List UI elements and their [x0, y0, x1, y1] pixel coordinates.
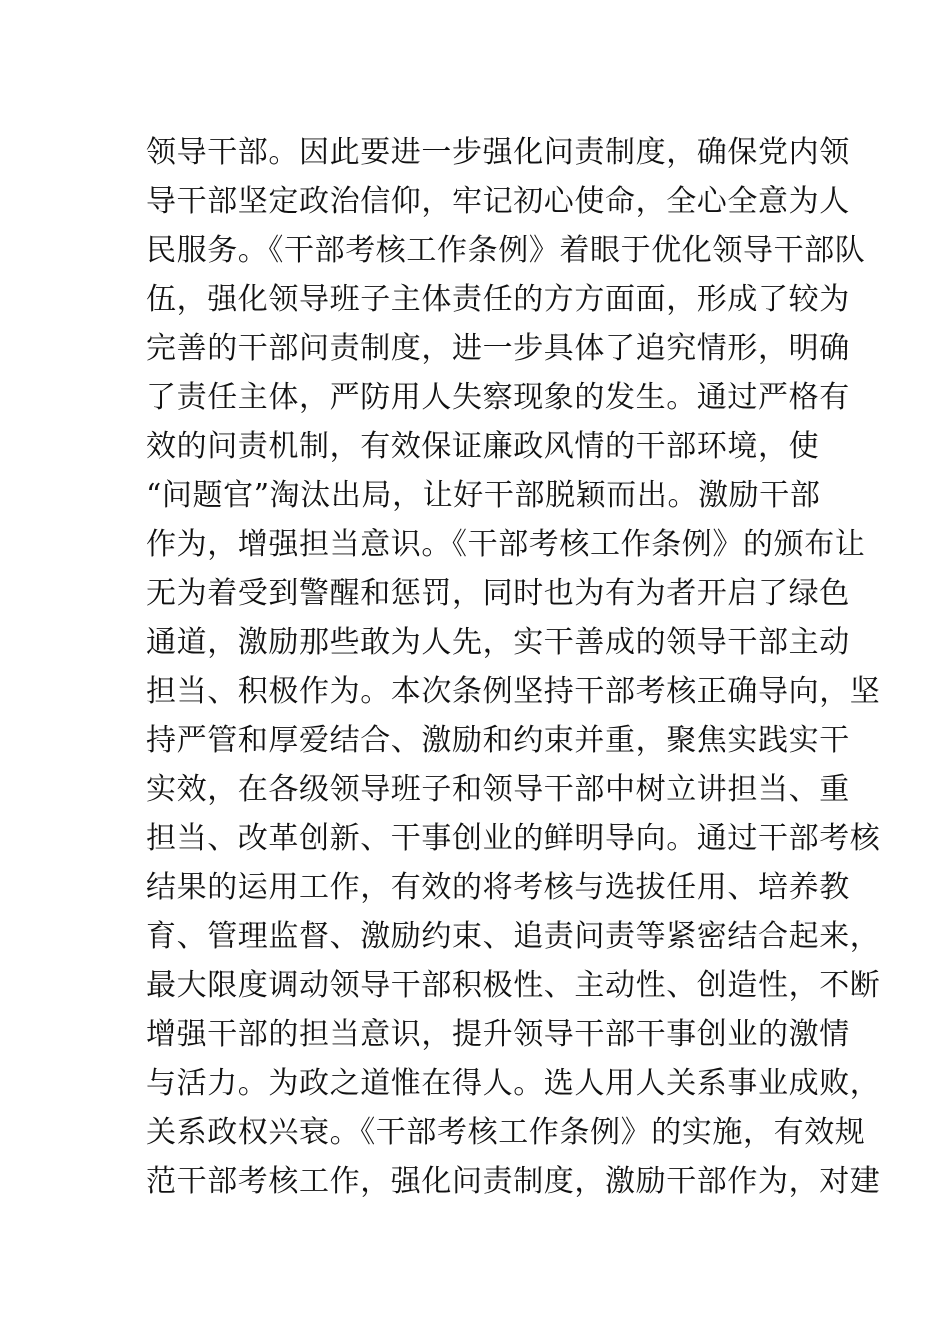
text-line: 无为着受到警醒和惩罚，同时也为有为者开启了绿色: [146, 576, 850, 611]
text-line: 育、管理监督、激励约束、追责问责等紧密结合起来，: [146, 919, 881, 954]
text-line: 民服务。《干部考核工作条例》着眼于优化领导干部队: [146, 233, 866, 268]
text-line: 了责任主体，严防用人失察现象的发生。通过严格有: [146, 380, 850, 415]
text-line: 关系政权兴衰。《干部考核工作条例》的实施，有效规: [146, 1115, 866, 1150]
text-line: “问题官”淘汰出局，让好干部脱颖而出。激励干部: [146, 478, 821, 513]
text-line: 导干部坚定政治信仰，牢记初心使命，全心全意为人: [146, 184, 850, 219]
text-line: 作为，增强担当意识。《干部考核工作条例》的颁布让: [146, 527, 866, 562]
text-line: 增强干部的担当意识，提升领导干部干事创业的激情: [146, 1017, 850, 1052]
text-line: 领导干部。因此要进一步强化问责制度，确保党内领: [146, 135, 850, 170]
body-text: [146, 128, 881, 1206]
text-line: 担当、改革创新、干事创业的鲜明导向。通过干部考核: [146, 821, 881, 856]
text-line: 完善的干部问责制度，进一步具体了追究情形，明确: [146, 331, 850, 366]
text-line: 与活力。为政之道惟在得人。选人用人关系事业成败，: [146, 1066, 881, 1101]
text-line: 实效，在各级领导班子和领导干部中树立讲担当、重: [146, 772, 850, 807]
text-line: 持严管和厚爱结合、激励和约束并重，聚焦实践实干: [146, 723, 850, 758]
text-line: 范干部考核工作，强化问责制度，激励干部作为，对建: [146, 1164, 881, 1199]
text-line: 通道，激励那些敢为人先，实干善成的领导干部主动: [146, 625, 850, 660]
text-line: 伍，强化领导班子主体责任的方方面面，形成了较为: [146, 282, 850, 317]
text-line: 担当、积极作为。本次条例坚持干部考核正确导向，坚: [146, 674, 881, 709]
text-line: 效的问责机制，有效保证廉政风情的干部环境，使: [146, 429, 820, 464]
text-line: 结果的运用工作，有效的将考核与选拔任用、培养教: [146, 870, 850, 905]
text-line: 最大限度调动领导干部积极性、主动性、创造性，不断: [146, 968, 881, 1003]
